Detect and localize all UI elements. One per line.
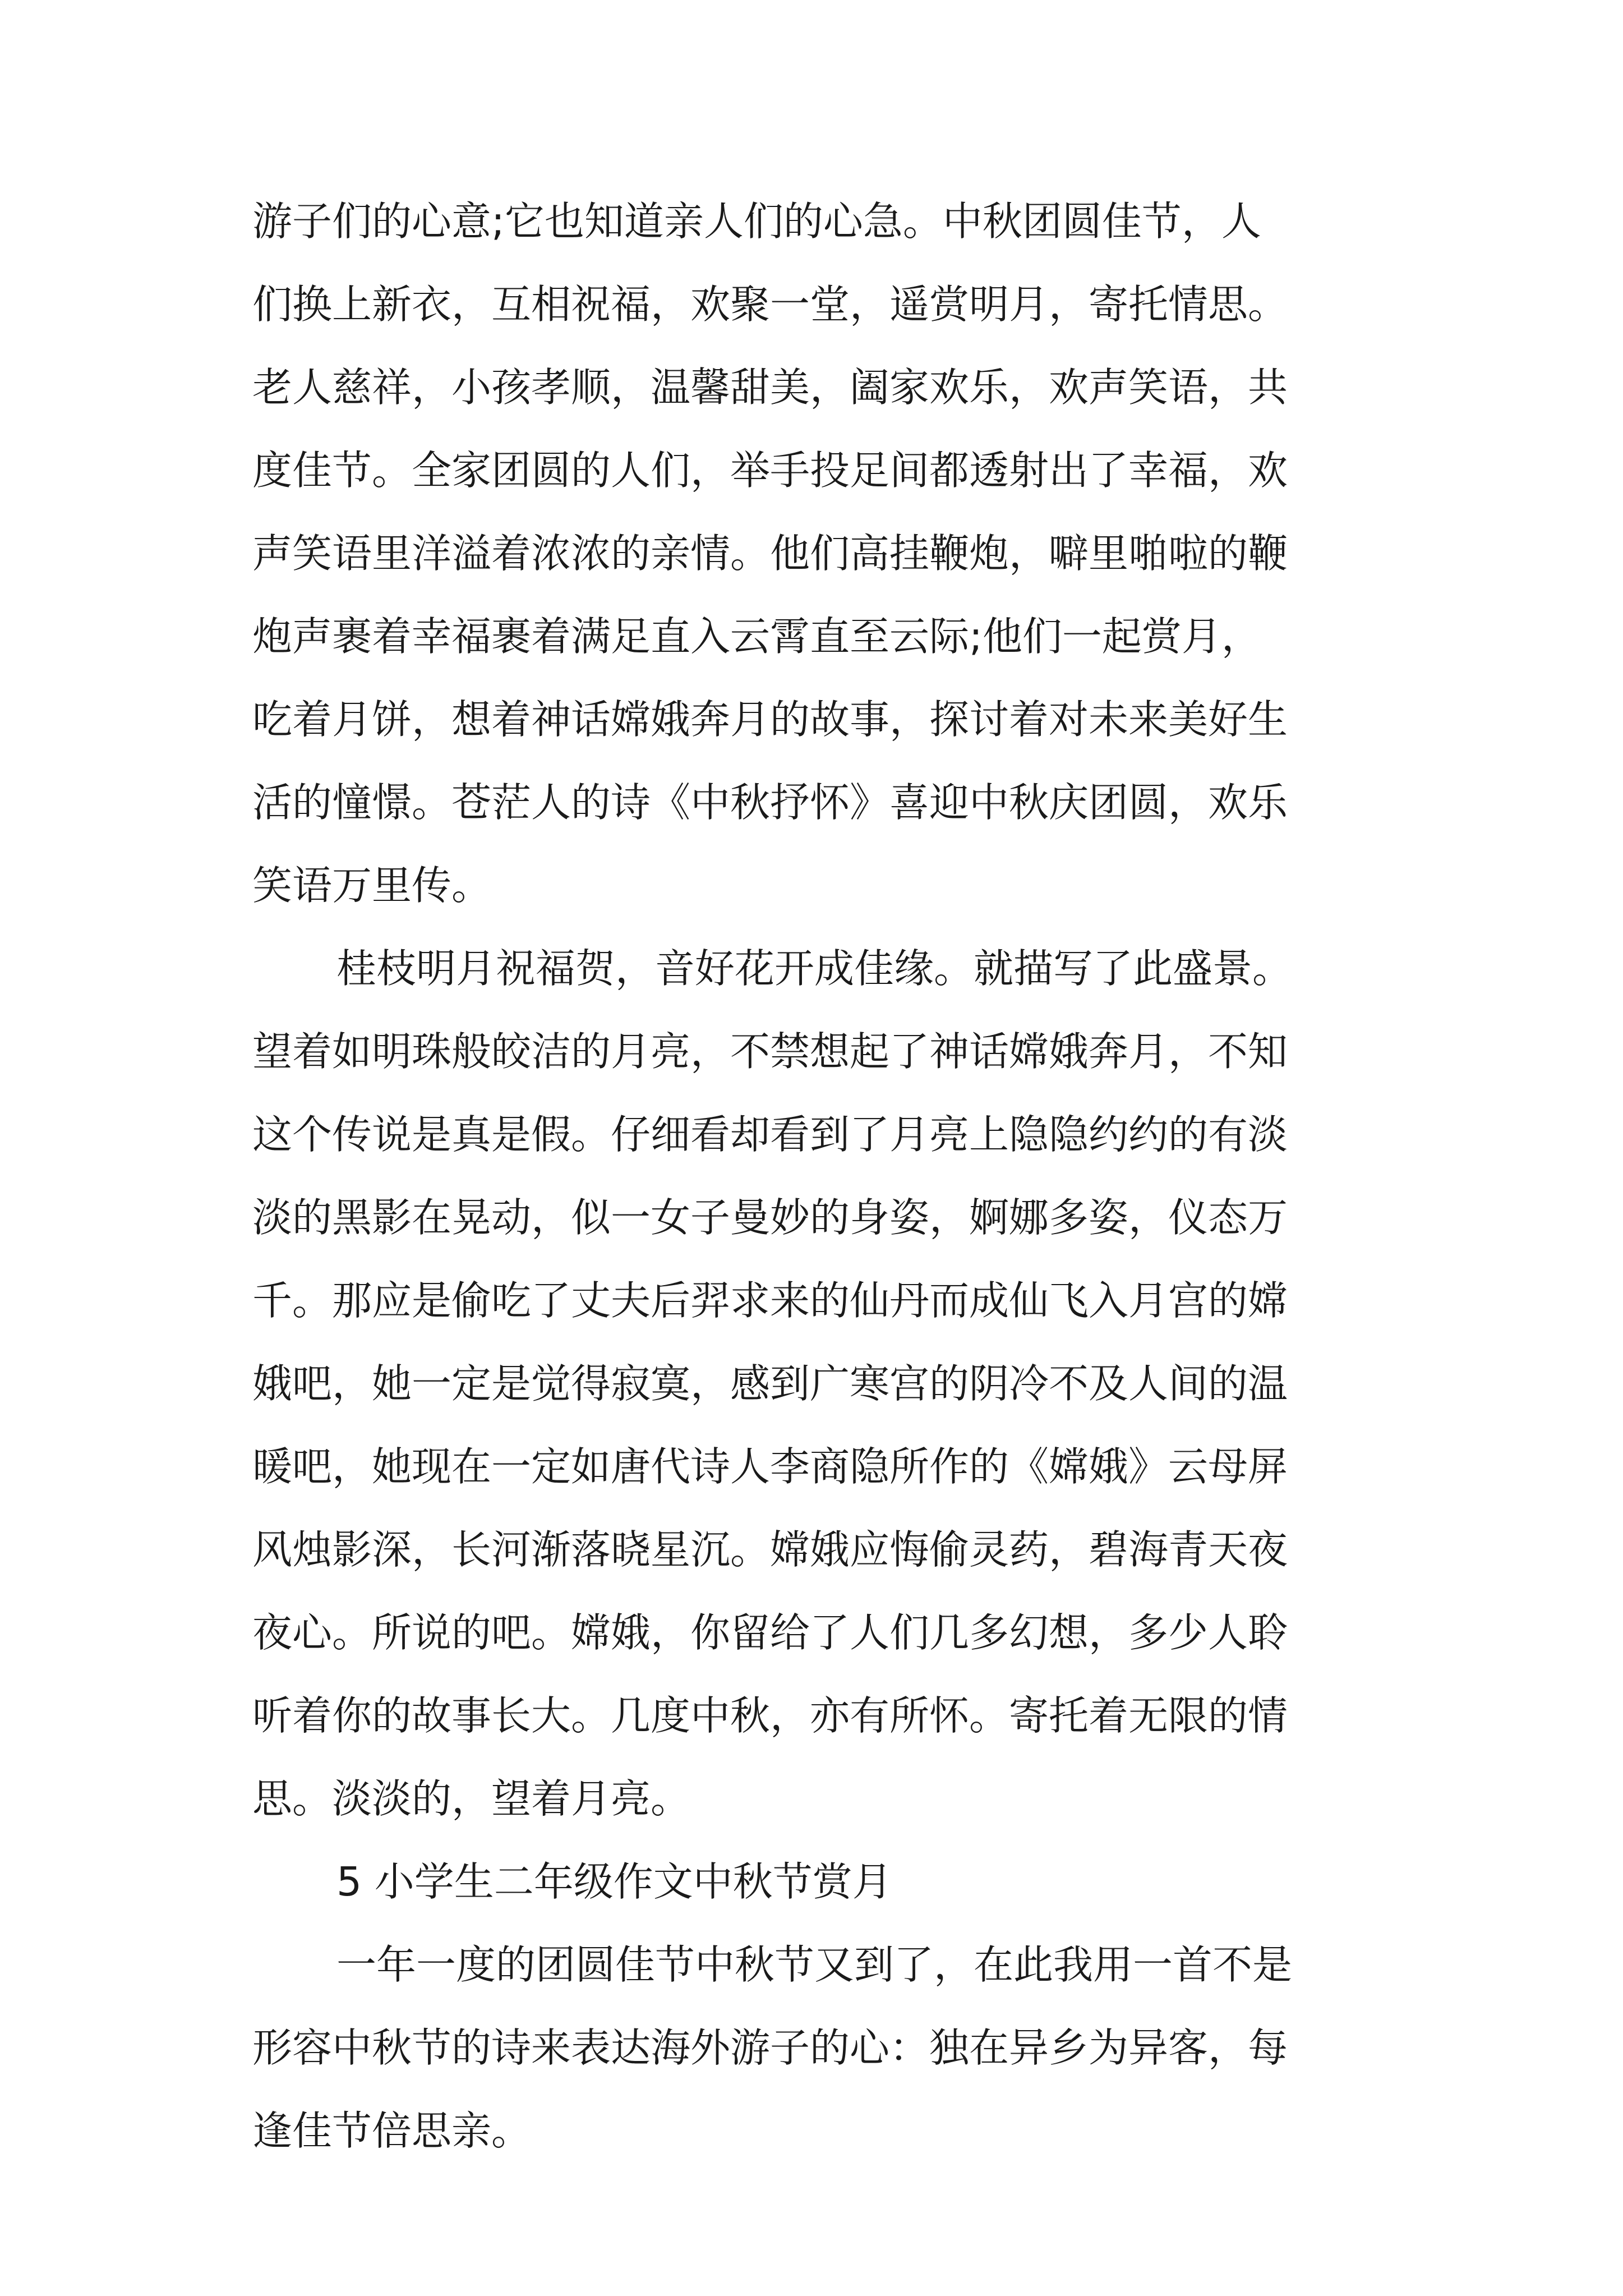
paragraph-first-line: 桂枝明月祝福贺，音好花开成佳缘。就描写了此盛景。 (336, 945, 1293, 992)
text-line: 游子们的心意;它也知道亲人们的心急。中秋团圆佳节，人 (252, 198, 1261, 245)
text-line: 淡的黑影在晃动，似一女子曼妙的身姿，婀娜多姿，仪态万 (252, 1194, 1288, 1241)
text-line: 思。淡淡的，望着月亮。 (252, 1775, 691, 1822)
text-line: 这个传说是真是假。仔细看却看到了月亮上隐隐约约的有淡 (252, 1111, 1288, 1158)
text-line: 千。那应是偷吃了丈夫后羿求来的仙丹而成仙飞入月宫的嫦 (252, 1277, 1288, 1324)
section-heading: 5 小学生二年级作文中秋节赏月 (336, 1858, 892, 1905)
text-line: 吃着月饼，想着神话嫦娥奔月的故事，探讨着对未来美好生 (252, 696, 1288, 743)
text-line: 形容中秋节的诗来表达海外游子的心：独在异乡为异客，每 (252, 2024, 1288, 2071)
text-line: 们换上新衣，互相祝福，欢聚一堂，遥赏明月，寄托情思。 (252, 281, 1288, 328)
text-line: 暖吧，她现在一定如唐代诗人李商隐所作的《嫦娥》云母屏 (252, 1443, 1288, 1490)
text-line: 声笑语里洋溢着浓浓的亲情。他们高挂鞭炮，噼里啪啦的鞭 (252, 530, 1288, 577)
paragraph-first-line: 一年一度的团圆佳节中秋节又到了，在此我用一首不是 (336, 1941, 1293, 1988)
text-line: 夜心。所说的吧。嫦娥，你留给了人们几多幻想，多少人聆 (252, 1609, 1288, 1656)
text-line: 度佳节。全家团圆的人们，举手投足间都透射出了幸福，欢 (252, 447, 1288, 494)
text-line: 笑语万里传。 (252, 862, 492, 909)
text-line: 娥吧，她一定是觉得寂寞，感到广寒宫的阴冷不及人间的温 (252, 1360, 1288, 1407)
text-line: 望着如明珠般皎洁的月亮，不禁想起了神话嫦娥奔月，不知 (252, 1028, 1288, 1075)
text-line: 风烛影深，长河渐落晓星沉。嫦娥应悔偷灵药，碧海青天夜 (252, 1526, 1288, 1573)
text-line: 老人慈祥，小孩孝顺，温馨甜美，阖家欢乐，欢声笑语，共 (252, 364, 1288, 411)
text-line: 炮声裹着幸福裹着满足直入云霄直至云际;他们一起赏月， (252, 613, 1261, 660)
text-line: 逢佳节倍思亲。 (252, 2108, 532, 2154)
text-line: 活的憧憬。苍茫人的诗《中秋抒怀》喜迎中秋庆团圆，欢乐 (252, 779, 1288, 826)
text-line: 听着你的故事长大。几度中秋，亦有所怀。寄托着无限的情 (252, 1692, 1288, 1739)
